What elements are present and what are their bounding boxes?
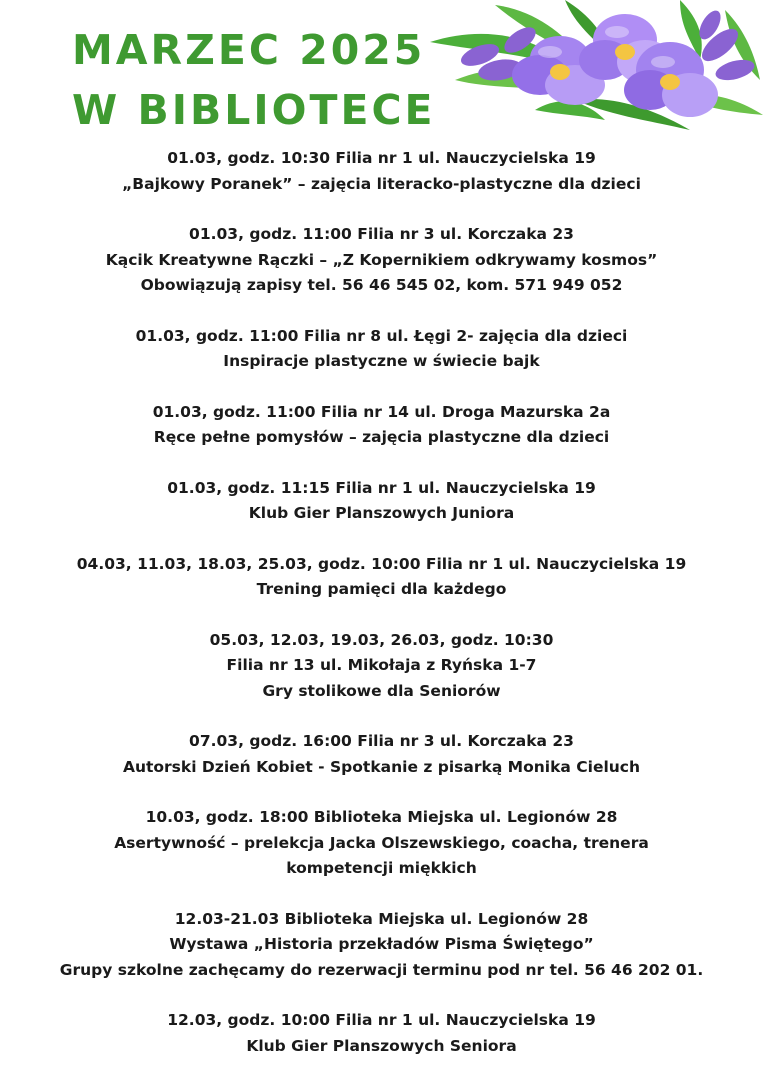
event-line: 01.03, godz. 11:15 Filia nr 1 ul. Nauczycielska 19 xyxy=(167,478,596,497)
events-list xyxy=(0,146,763,1084)
event-line: Ręce pełne pomysłów – zajęcia plastyczne dla dzieci xyxy=(153,428,610,446)
event-line: 07.03, godz. 16:00 Filia nr 3 ul. Korczaka 23 xyxy=(189,732,574,750)
event-line: 01.03, godz. 10:30 Filia nr 1 ul. Nauczycielska 19 xyxy=(167,149,596,167)
event-item xyxy=(0,324,763,375)
header xyxy=(0,0,763,140)
event-item xyxy=(0,805,763,882)
event-item xyxy=(0,400,763,451)
crocus-flowers-icon xyxy=(425,0,763,135)
event-line: Kącik Kreatywne Rączki – „Z Kopernikiem odkrywamy kosmos” xyxy=(105,250,658,269)
event-line: 12.03-21.03 Biblioteka Miejska ul. Legionów 28 xyxy=(174,909,589,928)
event-line: Wystawa „Historia przekładów Pisma Świętego” xyxy=(169,935,594,953)
event-item xyxy=(0,552,763,603)
event-line: Obowiązują zapisy tel. 56 46 545 02, kom. 571 949 052 xyxy=(140,276,623,294)
event-item xyxy=(0,907,763,984)
event-line: Klub Gier Planszowych Juniora xyxy=(248,504,515,522)
event-line: Asertywność – prelekcja Jacka Olszewskiego, coacha, trenera kompetencji miękkich xyxy=(114,833,649,877)
event-line: Klub Gier Planszowych Seniora xyxy=(246,1036,517,1055)
event-line: 04.03, 11.03, 18.03, 25.03, godz. 10:00 Filia nr 1 ul. Nauczycielska 19 xyxy=(76,554,687,573)
event-item xyxy=(0,222,763,299)
event-item xyxy=(0,729,763,780)
event-item xyxy=(0,146,763,197)
event-line: 01.03, godz. 11:00 Filia nr 14 ul. Droga Mazurska 2a xyxy=(152,402,611,421)
event-line: 12.03, godz. 10:00 Filia nr 1 ul. Nauczycielska 19 xyxy=(167,1011,596,1029)
event-line: 10.03, godz. 18:00 Biblioteka Miejska ul. Legionów 28 xyxy=(145,808,618,826)
page-title xyxy=(72,20,436,140)
event-item xyxy=(0,1008,763,1059)
event-line: „Bajkowy Poranek” – zajęcia literacko-plastyczne dla dzieci xyxy=(122,174,641,193)
event-line: Autorski Dzień Kobiet - Spotkanie z pisarką Monika Cieluch xyxy=(122,757,641,776)
event-line: Grupy szkolne zachęcamy do rezerwacji terminu pod nr tel. 56 46 202 01. xyxy=(59,960,704,979)
title-line-1: MARZEC 2025 xyxy=(72,26,426,74)
event-line: Filia nr 13 ul. Mikołaja z Ryńska 1-7 xyxy=(226,656,537,674)
title-line-2: W BIBLIOTECE xyxy=(72,86,436,134)
event-item xyxy=(0,476,763,527)
event-line: 01.03, godz. 11:00 Filia nr 3 ul. Korczaka 23 xyxy=(189,225,574,243)
event-line: 05.03, 12.03, 19.03, 26.03, godz. 10:30 xyxy=(209,630,554,649)
event-line: Trening pamięci dla każdego xyxy=(256,580,507,598)
event-item xyxy=(0,628,763,705)
event-line: 01.03, godz. 11:00 Filia nr 8 ul. Łęgi 2- zajęcia dla dzieci xyxy=(135,326,628,345)
event-line: Inspiracje plastyczne w świecie bajk xyxy=(223,352,540,370)
event-line: Gry stolikowe dla Seniorów xyxy=(262,681,501,700)
